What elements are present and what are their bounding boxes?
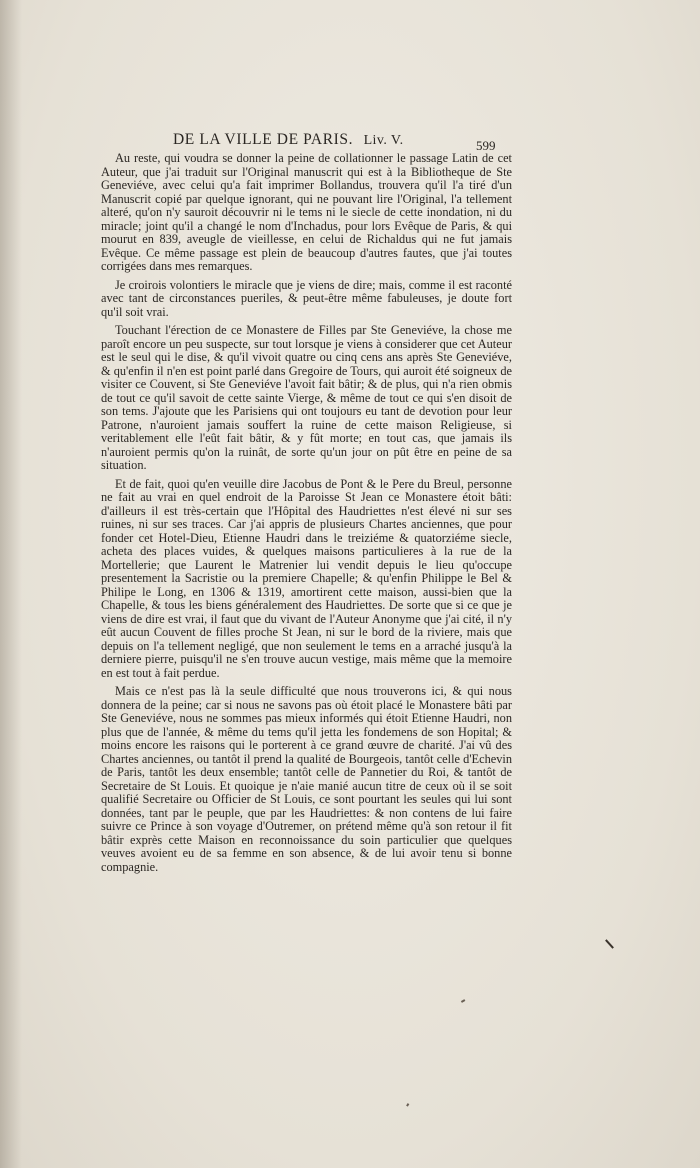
ink-speck: [406, 1103, 409, 1106]
running-title: DE LA VILLE DE PARIS.: [173, 131, 354, 148]
ink-speck: [461, 999, 465, 1002]
paragraph: Et de fait, quoi qu'en veuille dire Jacobus de Pont & le Pere du Breul, personne ne fait au vrai en quel endroit de la Paroisse St Jean ce Monastere étoit bâti: d'ailleurs il est très-certain que l'Hôpital des Haudriettes n'est élevé ni sur ses ruines, ni sur ses traces. Car j'ai appris de plusieurs Chartes anciennes, que pour fonder cet Hotel-Dieu, Etienne Haudri dans le treiziéme & quatorziéme siecle, acheta des places vuides, & quelques maisons particulieres à la rue de la Mortellerie; que Laurent le Matrenier lui vendit depuis le lieu qu'occupe presentement la Sacristie ou la premiere Chapelle; & qu'enfin Philippe le Bel & Philipe le Long, en 1306 & 1319, amortirent cette maison, aussi-bien que la Chapelle, & tous les biens généralement des Haudriettes. De sorte que si ce que je viens de dire est vrai, il faut que du vivant de l'Auteur Anonyme que j'ai cité, il n'y eût aucun Couvent de filles proche St Jean, ni sur le bord de la riviere, mais que depuis on l'a tellement negligé, que non seulement le tems en a arraché jusqu'à la derniere pierre, puisqu'il ne s'en trouve aucun vestige, mais même que la memoire en est tout à fait perdue.: [101, 476, 512, 680]
ink-mark: [605, 939, 614, 949]
page-gutter-shadow: [0, 0, 22, 1168]
paragraph: Au reste, qui voudra se donner la peine de collationner le passage Latin de cet Auteur, que j'ai traduit sur l'Original manuscrit qui est à la Bibliotheque de Ste Geneviéve, avec celui qu'a fait imprimer Bollandus, trouvera qu'il l'a tiré d'un Manuscrit copié par quelque ignorant, qui ne pouvant lire l'Original, l'a tellement alteré, qu'on n'y sauroit découvrir ni le tems ni le siecle de cette inondation, ni du miracle; joint qu'il a changé le nom d'Inchadus, pour lors Evêque de Paris, & qui mourut en 839, aveugle de vieillesse, en celui de Richaldus qui ne fut jamais Evêque. Ce même passage est plein de beaucoup d'autres fautes, que j'ai toutes corrigées dans mes remarques.: [101, 151, 512, 273]
page-number: 599: [476, 138, 496, 153]
running-header: [173, 131, 513, 149]
paragraph: Mais ce n'est pas là la seule difficulté que nous trouverons ici, & qui nous donnera de la peine; car si nous ne savons pas où étoit placé le Monastere bâti par Ste Geneviéve, nous ne sommes pas mieux informés qui étoit Etienne Haudri, non plus que de l'année, & même du tems qu'il jetta les fondemens de son Hopital; & moins encore les raisons qui le porterent à ce grand œuvre de charité. J'ai vû des Chartes anciennes, ou tantôt il prend la qualité de Bourgeois, tantôt celle d'Echevin de Paris, tantôt les deux ensemble; tantôt celle de Pannetier du Roi, & tantôt de Secretaire de St Louis. Et quoique je n'aie manié aucun titre de ceux où il se soit qualifié Secretaire ou Officier de St Louis, ce sont pourtant les seules qui lui sont données, tant par le peuple, que par les Haudriettes: & non contens de lui faire suivre ce Prince à son voyage d'Outremer, on prétend même qu'à son retour il fit bâtir exprès cette Maison en reconnoissance du soin particulier que quelques veuves avoient eu de sa femme en son absence, & de lui avoir tenu si bonne compagnie.: [101, 684, 512, 874]
book-number: Liv. V.: [363, 133, 404, 148]
paragraph: Touchant l'érection de ce Monastere de Filles par Ste Geneviéve, la chose me paroît encore un peu suspecte, sur tout lorsque je viens à considerer que cet Auteur est le seul qui le dise, & qu'il vivoit quatre ou cinq cens ans après Ste Geneviéve, & qu'enfin il n'en est point parlé dans Gregoire de Tours, qui auroit été soigneux de visiter ce Couvent, si Ste Geneviéve l'avoit fait bâtir; & de plus, qui n'a rien obmis de tout ce qu'il savoit de cette sainte Vierge, & même de tout ce qui s'en disoit de son tems. J'ajoute que les Parisiens qui ont toujours eu tant de devotion pour leur Patrone, n'auroient jamais souffert la ruine de cette maison Religieuse, si veritablement elle l'eût fait bâtir, & y fût morte; en tout cas, que jamais ils n'auroient permis qu'on la ruinât, de sorte qu'un jour on pût être en peine de sa situation.: [101, 323, 512, 472]
paragraph: Je croirois volontiers le miracle que je viens de dire; mais, comme il est raconté avec tant de circonstances pueriles, & peut-être même fabuleuses, je doute fort qu'il soit vrai.: [101, 277, 512, 319]
body-text: [101, 152, 512, 879]
